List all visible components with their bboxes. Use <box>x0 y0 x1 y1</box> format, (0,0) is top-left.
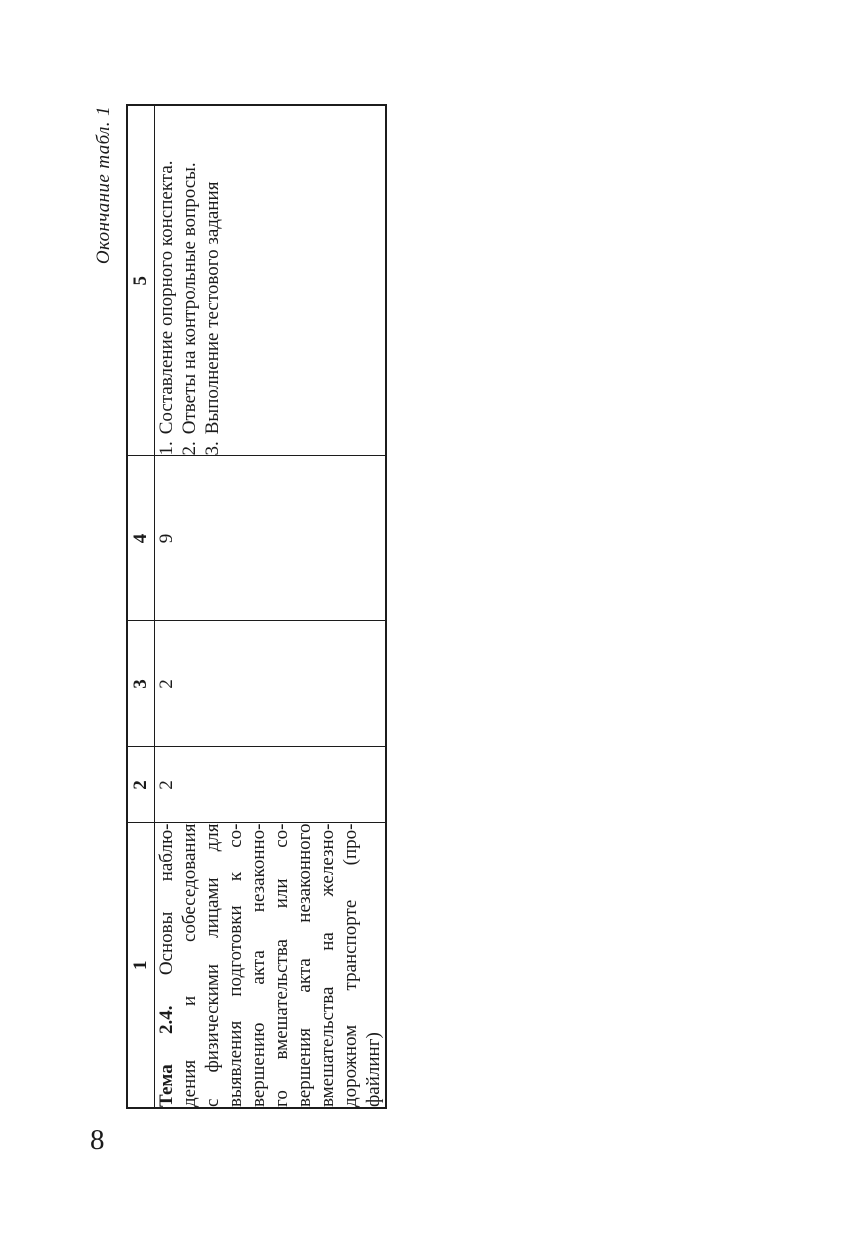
header-cell-2: 2 <box>127 747 155 823</box>
table-header-row <box>127 105 155 1108</box>
topic-line: файлинг) <box>363 1032 384 1107</box>
task-item <box>155 106 178 456</box>
header-cell-5: 5 <box>127 105 155 456</box>
curriculum-table <box>126 104 387 1109</box>
page-number: 8 <box>90 1124 105 1156</box>
task-text: Ответы на контрольные вопросы. <box>179 162 200 435</box>
topic-cell <box>155 823 387 1108</box>
topic-line: дения и собеседования <box>179 823 200 1107</box>
hours-cell-col4: 9 <box>155 456 387 621</box>
task-number: 3. <box>202 441 223 456</box>
table-continuation-caption: Окончание табл. 1 <box>93 106 114 265</box>
topic-number-bold: Тема 2.4. <box>156 1005 177 1107</box>
topic-line: вмешательства на железно- <box>317 823 338 1107</box>
topic-line: вершения акта незаконного <box>294 823 315 1107</box>
task-text: Выполнение тестового задания <box>202 181 223 435</box>
task-text: Составление опорного конспекта. <box>156 160 177 435</box>
task-item <box>201 106 224 456</box>
topic-line: го вмешательства или со- <box>271 823 292 1107</box>
header-cell-1: 1 <box>127 823 155 1108</box>
topic-line: с физическими лицами для <box>202 823 223 1107</box>
task-number: 1. <box>156 441 177 456</box>
table-data-row <box>155 105 387 1108</box>
tasks-cell <box>155 105 387 456</box>
topic-line: дорожном транспорте (про- <box>340 823 361 1107</box>
topic-line: Тема 2.4. Основы наблю- <box>156 823 177 1107</box>
topic-line: вершению акта незаконно- <box>248 823 269 1107</box>
header-cell-3: 3 <box>127 621 155 747</box>
task-number: 2. <box>179 441 200 456</box>
header-cell-4: 4 <box>127 456 155 621</box>
hours-cell-col3: 2 <box>155 621 387 747</box>
topic-line: выявления подготовки к со- <box>225 823 246 1107</box>
hours-cell-col2: 2 <box>155 747 387 823</box>
task-item <box>178 106 201 456</box>
rotated-landscape-block <box>93 106 387 1109</box>
